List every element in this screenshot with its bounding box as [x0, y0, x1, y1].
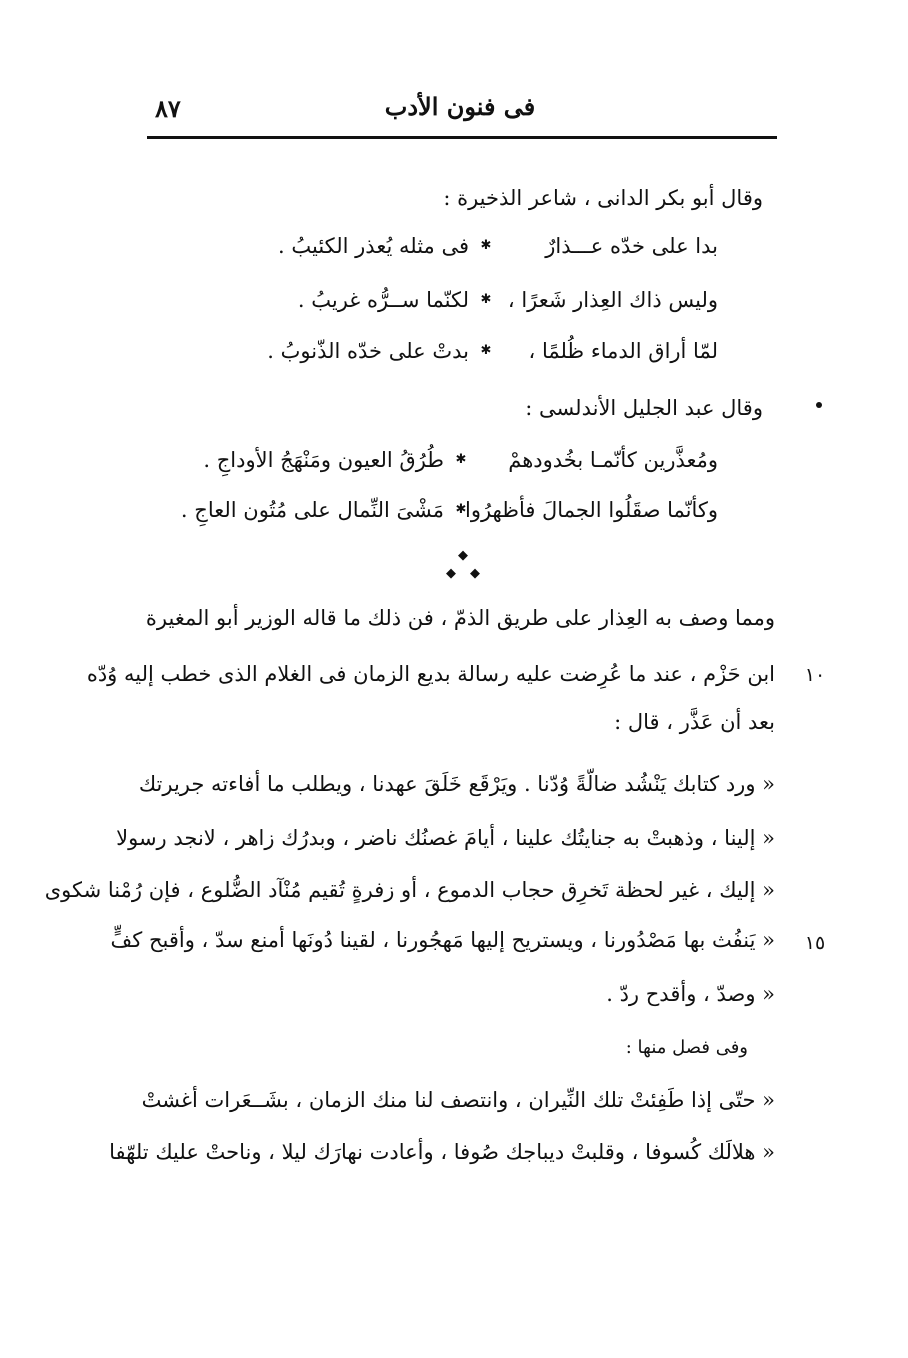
section1-intro: وقال أبو بكر الدانى ، شاعر الذخيرة : — [443, 186, 763, 210]
verse-hemistich-second: فى مثله يُعذر الكئيبُ . — [278, 234, 469, 258]
page-number: ٨٧ — [155, 94, 181, 123]
verse-hemistich-first: ومُعذَّرين كأنّمـا بخُدودهمْ — [508, 448, 718, 472]
line-number-10: ١٠ — [804, 664, 826, 686]
verse-line — [267, 337, 718, 365]
verse-hemistich-second: بدتْ على خدّه الذّنوبُ . — [267, 339, 469, 363]
verse-line — [203, 446, 718, 474]
letter-line: « وصدّ ، وأقدح ردّ . — [606, 982, 775, 1006]
verse-hemistich-first: لمّا أراق الدماء ظُلمًا ، — [528, 339, 718, 363]
letter-line: « هلالَك كُسوفا ، وقلبتْ ديباجك صُوفا ، وأعادت نهارَك ليلا ، وناحتْ عليك تلهّفا — [109, 1140, 775, 1164]
verse-hemistich-second: طُرُقُ العيون ومَنْهَجُ الأوداجِ . — [203, 448, 444, 472]
subheading: وفى فصل منها : — [625, 1037, 748, 1058]
verse-hemistich-first: وكأنّما صقَلُوا الجمالَ فأظهرُوا — [464, 498, 718, 522]
running-header-title: فى فنون الأدب — [384, 92, 536, 121]
letter-line: « يَنفُث بها مَصْدُورنا ، ويستريح إليها مَهجُورنا ، لقينا دُونَها أمنع سدّ ، وأقبح كفٍّ — [110, 928, 775, 952]
header-rule — [147, 136, 777, 139]
letter-line: « ورد كتابك يَنْشُد ضالّةً وُدّنا . ويَرْقَع خَلَقَ عهدنا ، ويطلب ما أفاءته جريرتك — [138, 772, 775, 796]
verse-hemistich-first: بدا على خدّه عـــذارٌ — [545, 234, 718, 258]
verse-hemistich-first: وليس ذاك العِذار شَعرًا ، — [507, 288, 718, 312]
prose-line: ومما وصف به العِذار على طريق الذمّ ، فن ذلك ما قاله الوزير أبو المغيرة — [145, 606, 775, 630]
star-separator-icon: ✱ — [455, 452, 467, 467]
line-number-15: ١٥ — [804, 932, 826, 954]
verse-hemistich-second: مَشْىَ النِّمال على مُتُون العاجِ . — [180, 498, 444, 522]
star-separator-icon: ✱ — [480, 343, 492, 358]
star-separator-icon: ✱ — [480, 292, 492, 307]
star-separator-icon: ✱ — [480, 238, 492, 253]
verse-line — [298, 286, 718, 314]
margin-dot — [816, 402, 822, 408]
star-separator-icon: ✱ — [455, 502, 467, 517]
section2-intro: وقال عبد الجليل الأندلسى : — [525, 396, 763, 420]
letter-line: « إليك ، غير لحظة تَخرِق حجاب الدموع ، أو زفرةٍ تُقيم مُنْآد الضُّلوع ، فإن رُمْنا شكوى — [44, 878, 775, 902]
verse-line — [181, 496, 718, 524]
verse-hemistich-second: لكنّما ســرُّه غريبُ . — [297, 288, 469, 312]
letter-line: « حتّى إذا طَفِئتْ تلك النِّيران ، وانتصف لنا منك الزمان ، بشَــعَرات أغشتْ — [141, 1088, 775, 1112]
verse-line — [278, 232, 718, 260]
prose-line: ابن حَزْم ، عند ما عُرِضت عليه رسالة بديع الزمان فى الغلام الذى خطب إليه وُدّه — [86, 662, 775, 686]
section-ornament-icon: ◆ ◆ ◆ — [446, 548, 480, 581]
prose-line: بعد أن عَذَّر ، قال : — [614, 710, 775, 734]
letter-line: « إلينا ، وذهبتْ به جنايتُك علينا ، أيامَ غصنُك ناضر ، وبدرُك زاهر ، لانجد رسولا — [116, 826, 775, 850]
